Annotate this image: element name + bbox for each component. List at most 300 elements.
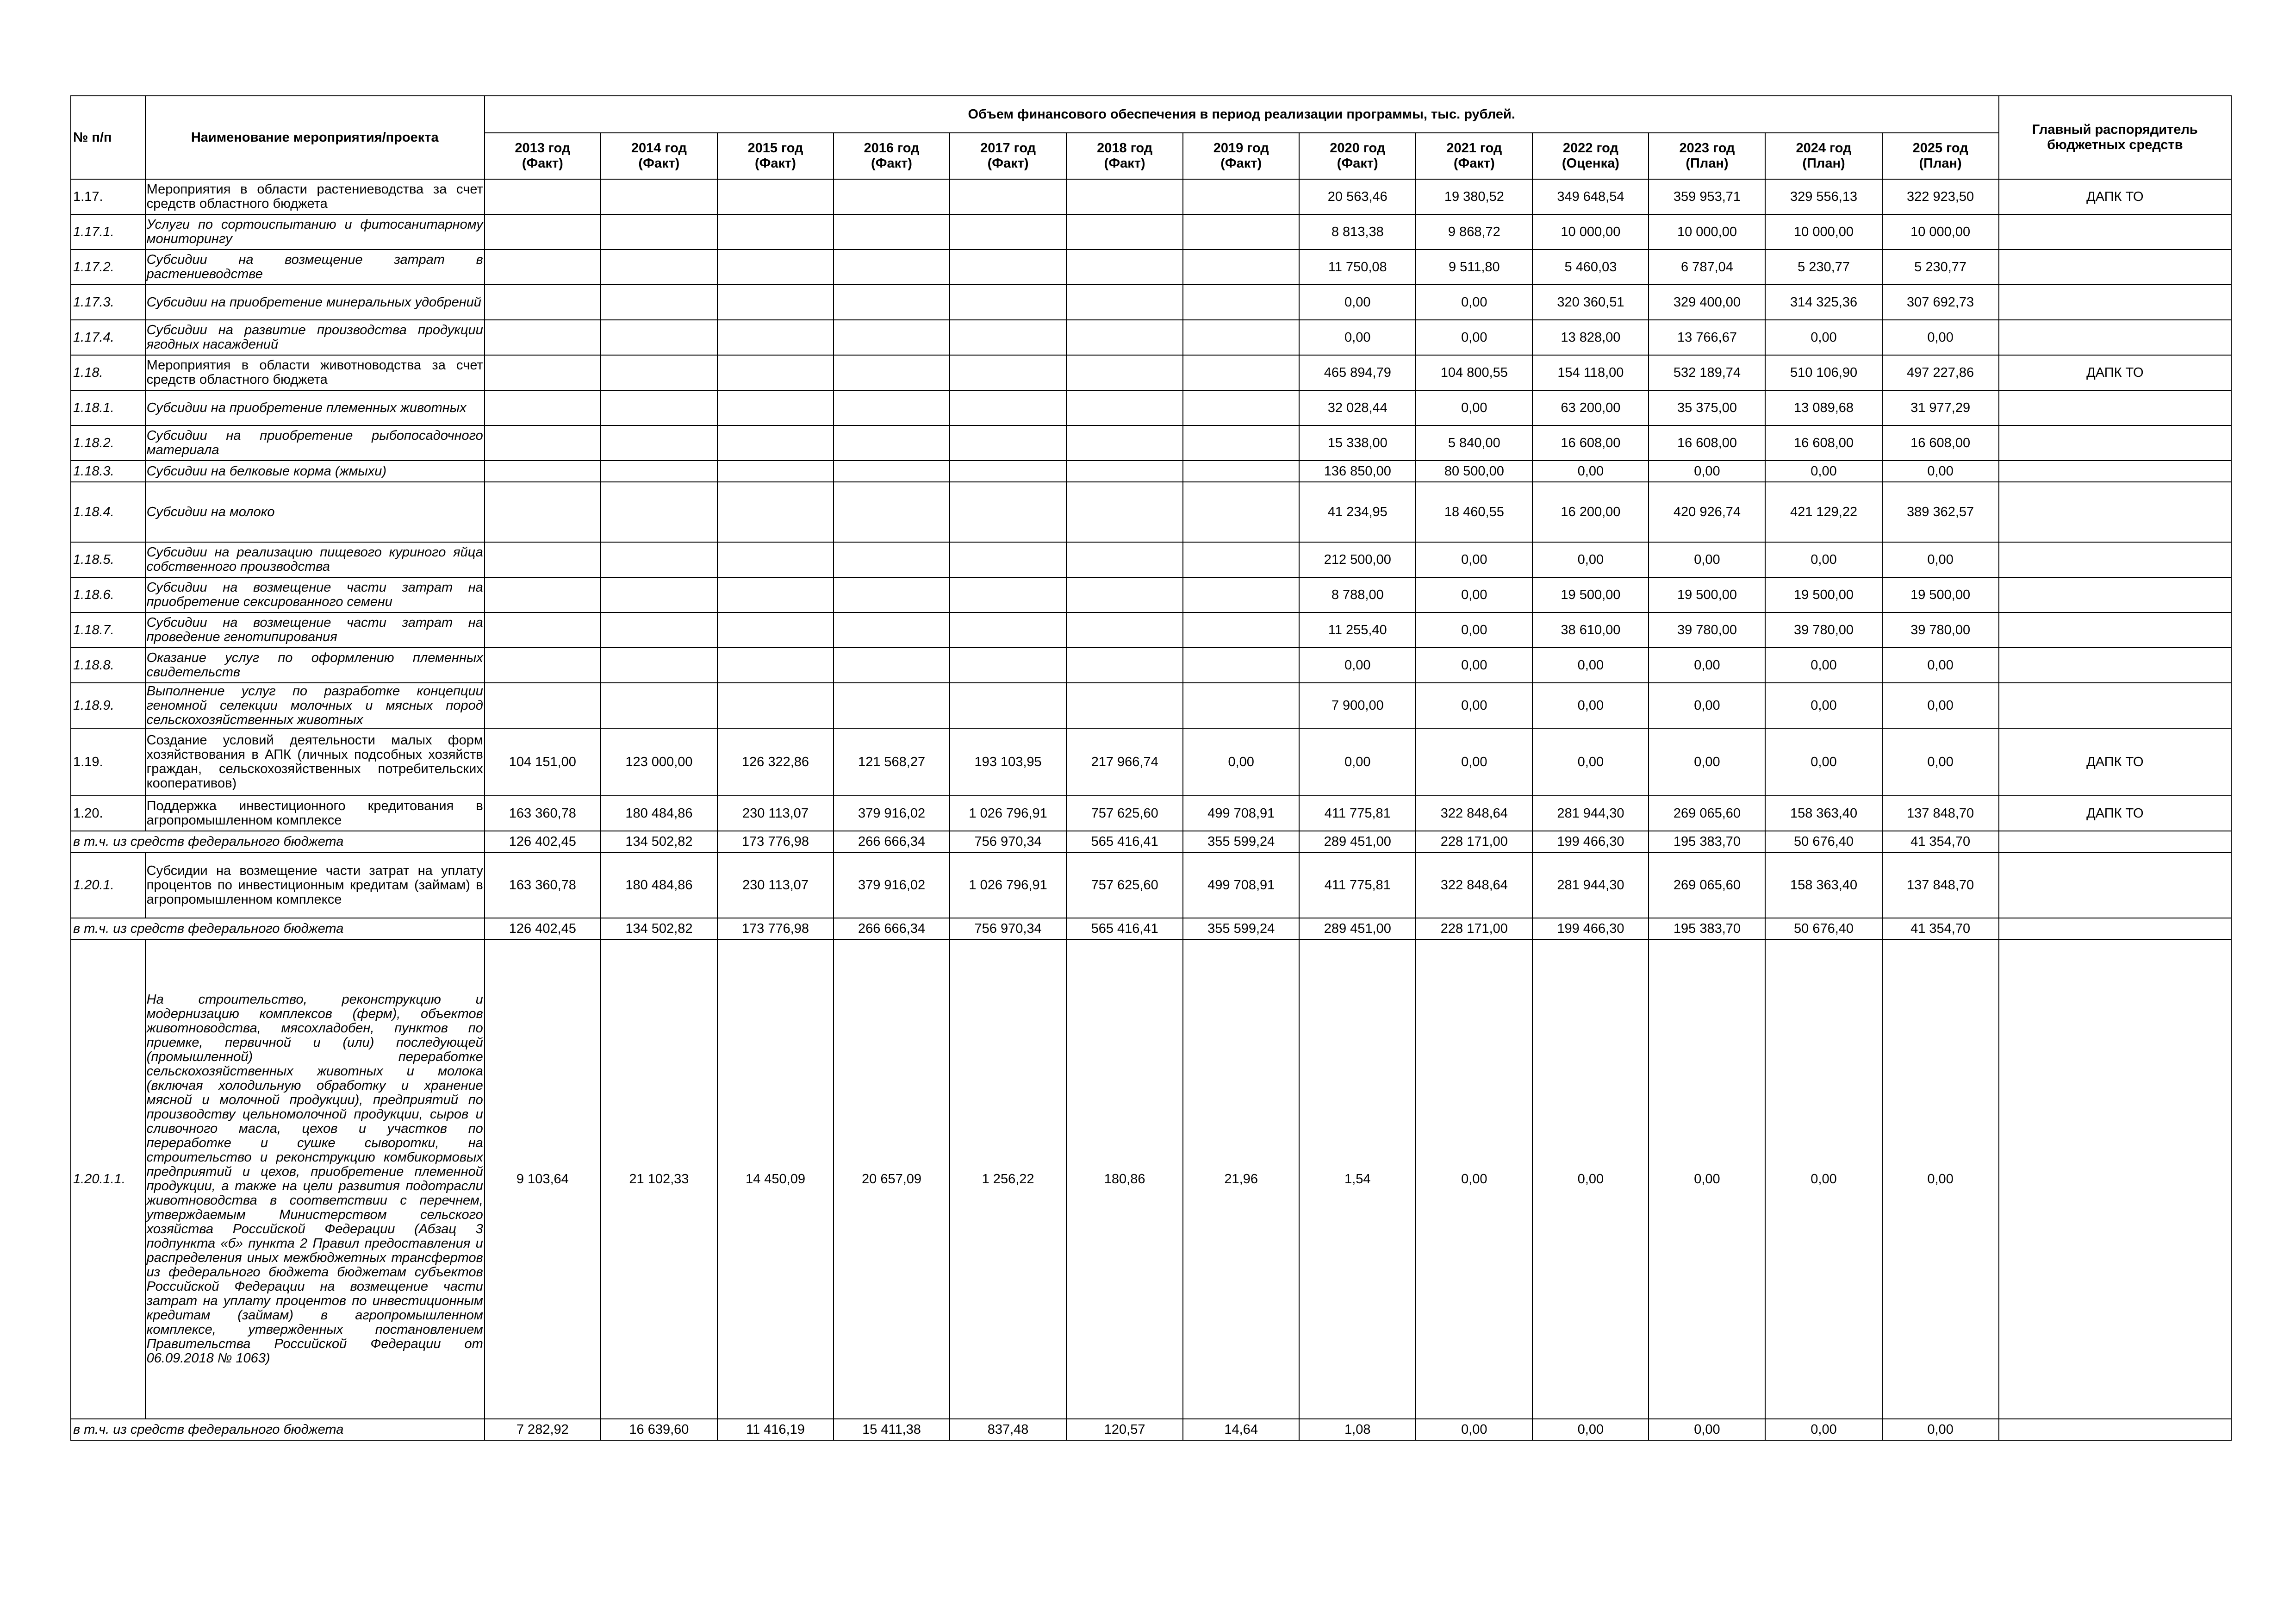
value-cell: 13 828,00 bbox=[1532, 320, 1649, 355]
value-cell: 0,00 bbox=[1416, 683, 1532, 728]
value-cell bbox=[950, 482, 1066, 542]
value-cell: 1,54 bbox=[1299, 939, 1416, 1419]
financing-table bbox=[70, 95, 2232, 1441]
value-cell: 0,00 bbox=[1416, 390, 1532, 425]
row-code: 1.17. bbox=[71, 179, 145, 214]
value-cell: 126 322,86 bbox=[717, 728, 834, 796]
value-cell: 355 599,24 bbox=[1183, 918, 1299, 939]
value-cell: 217 966,74 bbox=[1066, 728, 1183, 796]
value-cell bbox=[601, 250, 717, 285]
value-cell: 0,00 bbox=[1532, 683, 1649, 728]
value-cell bbox=[485, 355, 601, 390]
value-cell: 532 189,74 bbox=[1649, 355, 1765, 390]
value-cell bbox=[1066, 461, 1183, 482]
value-cell: 11 750,08 bbox=[1299, 250, 1416, 285]
value-cell bbox=[717, 425, 834, 461]
value-cell bbox=[601, 648, 717, 683]
value-cell bbox=[1066, 179, 1183, 214]
value-cell bbox=[950, 542, 1066, 577]
row-code: 1.18.7. bbox=[71, 612, 145, 648]
row-name: Поддержка инвестиционного кредитования в агропромышленном комплексе bbox=[145, 796, 485, 831]
value-cell: 389 362,57 bbox=[1882, 482, 1999, 542]
header-year-label: 2024 год bbox=[1796, 141, 1852, 156]
value-cell: 123 000,00 bbox=[601, 728, 717, 796]
table-row bbox=[71, 683, 2231, 728]
row-code: 1.20.1. bbox=[71, 852, 145, 918]
value-cell: 0,00 bbox=[1882, 542, 1999, 577]
row-name: Субсидии на возмещение части затрат на проведение генотипирования bbox=[145, 612, 485, 648]
header-year-kind: (Факт) bbox=[1337, 156, 1378, 171]
value-cell bbox=[1183, 648, 1299, 683]
federal-budget-row bbox=[71, 831, 2231, 852]
manager-cell bbox=[1999, 831, 2231, 852]
value-cell bbox=[950, 461, 1066, 482]
value-cell bbox=[601, 577, 717, 612]
value-cell: 15 338,00 bbox=[1299, 425, 1416, 461]
header-manager: Главный распорядитель бюджетных средств bbox=[1999, 96, 2231, 179]
value-cell: 13 766,67 bbox=[1649, 320, 1765, 355]
row-code: 1.17.1. bbox=[71, 214, 145, 250]
value-cell: 0,00 bbox=[1649, 683, 1765, 728]
value-cell: 266 666,34 bbox=[834, 918, 950, 939]
row-name: в т.ч. из средств федерального бюджета bbox=[71, 831, 485, 852]
value-cell: 0,00 bbox=[1765, 1419, 1882, 1440]
value-cell: 0,00 bbox=[1649, 461, 1765, 482]
row-name: Субсидии на приобретение минеральных удобрений bbox=[145, 285, 485, 320]
header-year-kind: (Факт) bbox=[1220, 156, 1262, 171]
value-cell: 126 402,45 bbox=[485, 831, 601, 852]
value-cell bbox=[834, 461, 950, 482]
value-cell bbox=[485, 461, 601, 482]
value-cell: 269 065,60 bbox=[1649, 796, 1765, 831]
value-cell bbox=[717, 683, 834, 728]
value-cell: 35 375,00 bbox=[1649, 390, 1765, 425]
row-name: Субсидии на приобретение племенных животных bbox=[145, 390, 485, 425]
manager-cell bbox=[1999, 683, 2231, 728]
value-cell bbox=[601, 214, 717, 250]
manager-cell bbox=[1999, 577, 2231, 612]
row-name: Выполнение услуг по разработке концепции геномной селекции молочных и мясных пород сельскохозяйственных животных bbox=[145, 683, 485, 728]
row-name: Мероприятия в области растениеводства за счет средств областного бюджета bbox=[145, 179, 485, 214]
value-cell bbox=[601, 355, 717, 390]
header-year-kind: (Факт) bbox=[522, 156, 563, 171]
table-row bbox=[71, 425, 2231, 461]
value-cell: 7 900,00 bbox=[1299, 683, 1416, 728]
value-cell bbox=[1183, 214, 1299, 250]
value-cell: 0,00 bbox=[1299, 320, 1416, 355]
value-cell bbox=[485, 250, 601, 285]
value-cell: 0,00 bbox=[1649, 648, 1765, 683]
value-cell: 15 411,38 bbox=[834, 1419, 950, 1440]
value-cell bbox=[485, 648, 601, 683]
value-cell: 173 776,98 bbox=[717, 918, 834, 939]
table-row bbox=[71, 728, 2231, 796]
manager-cell: ДАПК ТО bbox=[1999, 179, 2231, 214]
value-cell bbox=[834, 612, 950, 648]
value-cell bbox=[601, 390, 717, 425]
value-cell: 7 282,92 bbox=[485, 1419, 601, 1440]
value-cell: 8 788,00 bbox=[1299, 577, 1416, 612]
value-cell bbox=[834, 648, 950, 683]
row-name: Субсидии на развитие производства продукции ягодных насаждений bbox=[145, 320, 485, 355]
manager-cell bbox=[1999, 461, 2231, 482]
federal-budget-row bbox=[71, 1419, 2231, 1440]
value-cell: 136 850,00 bbox=[1299, 461, 1416, 482]
value-cell: 0,00 bbox=[1299, 728, 1416, 796]
row-name: Субсидии на белковые корма (жмыхи) bbox=[145, 461, 485, 482]
manager-cell bbox=[1999, 918, 2231, 939]
row-name: в т.ч. из средств федерального бюджета bbox=[71, 1419, 485, 1440]
header-year bbox=[1066, 133, 1183, 179]
row-code: 1.18.5. bbox=[71, 542, 145, 577]
value-cell bbox=[950, 577, 1066, 612]
row-name: Создание условий деятельности малых форм хозяйствования в АПК (личных подсобных хозяйств граждан, сельскохозяйственных потребительских кооперативов) bbox=[145, 728, 485, 796]
row-name: Субсидии на возмещение затрат в растениеводстве bbox=[145, 250, 485, 285]
value-cell bbox=[601, 482, 717, 542]
value-cell bbox=[485, 179, 601, 214]
value-cell bbox=[717, 542, 834, 577]
value-cell bbox=[485, 285, 601, 320]
value-cell: 0,00 bbox=[1416, 648, 1532, 683]
value-cell bbox=[1066, 612, 1183, 648]
value-cell: 266 666,34 bbox=[834, 831, 950, 852]
row-name: Субсидии на возмещение части затрат на приобретение сексированного семени bbox=[145, 577, 485, 612]
manager-cell bbox=[1999, 939, 2231, 1419]
value-cell bbox=[485, 683, 601, 728]
value-cell: 756 970,34 bbox=[950, 918, 1066, 939]
header-year bbox=[1299, 133, 1416, 179]
value-cell: 16 608,00 bbox=[1882, 425, 1999, 461]
value-cell: 137 848,70 bbox=[1882, 796, 1999, 831]
value-cell bbox=[485, 390, 601, 425]
value-cell: 320 360,51 bbox=[1532, 285, 1649, 320]
value-cell: 10 000,00 bbox=[1532, 214, 1649, 250]
manager-cell bbox=[1999, 542, 2231, 577]
row-name: Мероприятия в области животноводства за счет средств областного бюджета bbox=[145, 355, 485, 390]
value-cell bbox=[717, 285, 834, 320]
value-cell: 11 255,40 bbox=[1299, 612, 1416, 648]
manager-cell bbox=[1999, 425, 2231, 461]
value-cell: 180 484,86 bbox=[601, 852, 717, 918]
value-cell bbox=[950, 250, 1066, 285]
value-cell: 0,00 bbox=[1416, 320, 1532, 355]
row-name: Субсидии на приобретение рыбопосадочного материала bbox=[145, 425, 485, 461]
value-cell: 0,00 bbox=[1416, 939, 1532, 1419]
value-cell: 13 089,68 bbox=[1765, 390, 1882, 425]
value-cell: 19 380,52 bbox=[1416, 179, 1532, 214]
value-cell: 0,00 bbox=[1416, 577, 1532, 612]
row-code: 1.17.2. bbox=[71, 250, 145, 285]
manager-cell bbox=[1999, 390, 2231, 425]
value-cell: 497 227,86 bbox=[1882, 355, 1999, 390]
table-row bbox=[71, 390, 2231, 425]
table-row bbox=[71, 482, 2231, 542]
value-cell bbox=[601, 683, 717, 728]
value-cell bbox=[834, 179, 950, 214]
row-code: 1.18.8. bbox=[71, 648, 145, 683]
value-cell bbox=[834, 542, 950, 577]
header-year-kind: (Факт) bbox=[871, 156, 912, 171]
table-row bbox=[71, 796, 2231, 831]
value-cell: 19 500,00 bbox=[1649, 577, 1765, 612]
value-cell: 137 848,70 bbox=[1882, 852, 1999, 918]
header-year-label: 2016 год bbox=[864, 141, 920, 156]
header-year-label: 2014 год bbox=[631, 141, 687, 156]
value-cell: 1 026 796,91 bbox=[950, 852, 1066, 918]
value-cell: 322 848,64 bbox=[1416, 852, 1532, 918]
value-cell: 8 813,38 bbox=[1299, 214, 1416, 250]
value-cell: 9 511,80 bbox=[1416, 250, 1532, 285]
value-cell: 0,00 bbox=[1765, 648, 1882, 683]
value-cell: 193 103,95 bbox=[950, 728, 1066, 796]
value-cell: 0,00 bbox=[1882, 683, 1999, 728]
value-cell bbox=[1183, 542, 1299, 577]
value-cell: 565 416,41 bbox=[1066, 831, 1183, 852]
value-cell bbox=[950, 214, 1066, 250]
value-cell bbox=[1066, 355, 1183, 390]
value-cell: 0,00 bbox=[1532, 1419, 1649, 1440]
table-row bbox=[71, 461, 2231, 482]
value-cell: 14 450,09 bbox=[717, 939, 834, 1419]
value-cell: 322 923,50 bbox=[1882, 179, 1999, 214]
value-cell bbox=[601, 285, 717, 320]
header-year bbox=[485, 133, 601, 179]
value-cell: 0,00 bbox=[1882, 728, 1999, 796]
table-row bbox=[71, 320, 2231, 355]
header-year-label: 2015 год bbox=[747, 141, 803, 156]
row-code: 1.18.2. bbox=[71, 425, 145, 461]
row-name: Субсидии на молоко bbox=[145, 482, 485, 542]
manager-cell bbox=[1999, 612, 2231, 648]
value-cell bbox=[485, 425, 601, 461]
value-cell bbox=[1183, 425, 1299, 461]
value-cell bbox=[601, 542, 717, 577]
manager-cell: ДАПК ТО bbox=[1999, 796, 2231, 831]
row-code: 1.17.3. bbox=[71, 285, 145, 320]
value-cell bbox=[1066, 683, 1183, 728]
value-cell: 230 113,07 bbox=[717, 796, 834, 831]
value-cell: 0,00 bbox=[1765, 683, 1882, 728]
value-cell: 0,00 bbox=[1299, 648, 1416, 683]
value-cell: 757 625,60 bbox=[1066, 852, 1183, 918]
value-cell: 0,00 bbox=[1532, 461, 1649, 482]
value-cell: 104 800,55 bbox=[1416, 355, 1532, 390]
value-cell: 5 230,77 bbox=[1765, 250, 1882, 285]
value-cell: 411 775,81 bbox=[1299, 852, 1416, 918]
value-cell: 195 383,70 bbox=[1649, 831, 1765, 852]
table-row bbox=[71, 214, 2231, 250]
manager-cell bbox=[1999, 250, 2231, 285]
value-cell: 411 775,81 bbox=[1299, 796, 1416, 831]
value-cell bbox=[717, 648, 834, 683]
value-cell: 0,00 bbox=[1416, 542, 1532, 577]
value-cell: 80 500,00 bbox=[1416, 461, 1532, 482]
header-year-kind: (Факт) bbox=[1104, 156, 1145, 171]
value-cell: 289 451,00 bbox=[1299, 918, 1416, 939]
value-cell: 0,00 bbox=[1882, 648, 1999, 683]
value-cell bbox=[717, 320, 834, 355]
manager-cell bbox=[1999, 852, 2231, 918]
value-cell: 180,86 bbox=[1066, 939, 1183, 1419]
value-cell: 359 953,71 bbox=[1649, 179, 1765, 214]
header-year-kind: (План) bbox=[1919, 156, 1962, 171]
value-cell: 0,00 bbox=[1649, 1419, 1765, 1440]
header-year bbox=[1649, 133, 1765, 179]
value-cell: 421 129,22 bbox=[1765, 482, 1882, 542]
header-year-label: 2023 год bbox=[1679, 141, 1735, 156]
value-cell: 163 360,78 bbox=[485, 852, 601, 918]
value-cell: 329 556,13 bbox=[1765, 179, 1882, 214]
manager-cell bbox=[1999, 214, 2231, 250]
row-code: 1.18.4. bbox=[71, 482, 145, 542]
value-cell: 20 563,46 bbox=[1299, 179, 1416, 214]
table-row bbox=[71, 612, 2231, 648]
value-cell: 322 848,64 bbox=[1416, 796, 1532, 831]
value-cell: 120,57 bbox=[1066, 1419, 1183, 1440]
value-cell: 1 256,22 bbox=[950, 939, 1066, 1419]
value-cell: 163 360,78 bbox=[485, 796, 601, 831]
value-cell bbox=[1183, 683, 1299, 728]
value-cell bbox=[1183, 461, 1299, 482]
value-cell: 16 608,00 bbox=[1649, 425, 1765, 461]
table-row bbox=[71, 648, 2231, 683]
value-cell bbox=[1183, 577, 1299, 612]
table-row bbox=[71, 939, 2231, 1419]
row-code: 1.17.4. bbox=[71, 320, 145, 355]
value-cell: 281 944,30 bbox=[1532, 852, 1649, 918]
value-cell: 756 970,34 bbox=[950, 831, 1066, 852]
header-year-label: 2022 год bbox=[1562, 141, 1618, 156]
value-cell: 499 708,91 bbox=[1183, 796, 1299, 831]
header-year bbox=[1532, 133, 1649, 179]
value-cell: 19 500,00 bbox=[1765, 577, 1882, 612]
value-cell bbox=[950, 390, 1066, 425]
value-cell bbox=[601, 612, 717, 648]
value-cell: 0,00 bbox=[1532, 728, 1649, 796]
header-year-label: 2020 год bbox=[1330, 141, 1386, 156]
value-cell: 9 103,64 bbox=[485, 939, 601, 1419]
value-cell: 16 639,60 bbox=[601, 1419, 717, 1440]
row-code: 1.19. bbox=[71, 728, 145, 796]
header-year-kind: (План) bbox=[1686, 156, 1729, 171]
value-cell bbox=[717, 355, 834, 390]
value-cell bbox=[1183, 390, 1299, 425]
value-cell bbox=[485, 320, 601, 355]
value-cell bbox=[1066, 482, 1183, 542]
value-cell: 281 944,30 bbox=[1532, 796, 1649, 831]
value-cell: 134 502,82 bbox=[601, 831, 717, 852]
value-cell: 0,00 bbox=[1649, 728, 1765, 796]
header-year-label: 2019 год bbox=[1213, 141, 1269, 156]
header-num: № п/п bbox=[71, 96, 145, 179]
value-cell bbox=[717, 390, 834, 425]
header-year-kind: (Оценка) bbox=[1562, 156, 1619, 171]
value-cell: 0,00 bbox=[1649, 542, 1765, 577]
value-cell bbox=[950, 355, 1066, 390]
value-cell: 0,00 bbox=[1532, 939, 1649, 1419]
value-cell: 228 171,00 bbox=[1416, 831, 1532, 852]
row-code: 1.18.1. bbox=[71, 390, 145, 425]
value-cell: 10 000,00 bbox=[1765, 214, 1882, 250]
row-name: Оказание услуг по оформлению племенных свидетельств bbox=[145, 648, 485, 683]
value-cell: 0,00 bbox=[1765, 461, 1882, 482]
value-cell: 379 916,02 bbox=[834, 796, 950, 831]
value-cell: 121 568,27 bbox=[834, 728, 950, 796]
value-cell: 0,00 bbox=[1765, 542, 1882, 577]
value-cell: 5 460,03 bbox=[1532, 250, 1649, 285]
value-cell bbox=[485, 482, 601, 542]
value-cell bbox=[1183, 285, 1299, 320]
value-cell: 41 234,95 bbox=[1299, 482, 1416, 542]
value-cell: 0,00 bbox=[1416, 612, 1532, 648]
value-cell: 420 926,74 bbox=[1649, 482, 1765, 542]
table-row bbox=[71, 355, 2231, 390]
value-cell: 14,64 bbox=[1183, 1419, 1299, 1440]
value-cell bbox=[1066, 285, 1183, 320]
value-cell: 0,00 bbox=[1416, 1419, 1532, 1440]
value-cell bbox=[834, 425, 950, 461]
manager-cell bbox=[1999, 320, 2231, 355]
manager-cell: ДАПК ТО bbox=[1999, 355, 2231, 390]
value-cell bbox=[485, 612, 601, 648]
value-cell: 158 363,40 bbox=[1765, 796, 1882, 831]
value-cell bbox=[1183, 355, 1299, 390]
header-year-kind: (План) bbox=[1802, 156, 1845, 171]
value-cell bbox=[834, 214, 950, 250]
value-cell bbox=[601, 461, 717, 482]
value-cell: 0,00 bbox=[1416, 285, 1532, 320]
value-cell: 349 648,54 bbox=[1532, 179, 1649, 214]
value-cell: 31 977,29 bbox=[1882, 390, 1999, 425]
row-name: в т.ч. из средств федерального бюджета bbox=[71, 918, 485, 939]
value-cell: 465 894,79 bbox=[1299, 355, 1416, 390]
header-year bbox=[717, 133, 834, 179]
value-cell bbox=[601, 179, 717, 214]
value-cell: 10 000,00 bbox=[1649, 214, 1765, 250]
value-cell: 104 151,00 bbox=[485, 728, 601, 796]
row-code: 1.20. bbox=[71, 796, 145, 831]
value-cell: 0,00 bbox=[1765, 728, 1882, 796]
value-cell: 16 608,00 bbox=[1765, 425, 1882, 461]
header-year bbox=[950, 133, 1066, 179]
value-cell: 32 028,44 bbox=[1299, 390, 1416, 425]
header-year-label: 2017 год bbox=[980, 141, 1036, 156]
value-cell: 21,96 bbox=[1183, 939, 1299, 1419]
value-cell: 269 065,60 bbox=[1649, 852, 1765, 918]
value-cell bbox=[1066, 425, 1183, 461]
row-code: 1.18.6. bbox=[71, 577, 145, 612]
value-cell: 289 451,00 bbox=[1299, 831, 1416, 852]
value-cell bbox=[717, 179, 834, 214]
value-cell bbox=[950, 320, 1066, 355]
value-cell: 228 171,00 bbox=[1416, 918, 1532, 939]
header-year bbox=[834, 133, 950, 179]
value-cell: 499 708,91 bbox=[1183, 852, 1299, 918]
value-cell: 63 200,00 bbox=[1532, 390, 1649, 425]
value-cell: 0,00 bbox=[1882, 461, 1999, 482]
value-cell bbox=[950, 683, 1066, 728]
value-cell: 11 416,19 bbox=[717, 1419, 834, 1440]
value-cell: 9 868,72 bbox=[1416, 214, 1532, 250]
value-cell bbox=[717, 612, 834, 648]
value-cell bbox=[485, 577, 601, 612]
value-cell: 41 354,70 bbox=[1882, 831, 1999, 852]
value-cell: 510 106,90 bbox=[1765, 355, 1882, 390]
value-cell: 16 608,00 bbox=[1532, 425, 1649, 461]
value-cell bbox=[717, 250, 834, 285]
value-cell bbox=[485, 214, 601, 250]
value-cell bbox=[717, 461, 834, 482]
